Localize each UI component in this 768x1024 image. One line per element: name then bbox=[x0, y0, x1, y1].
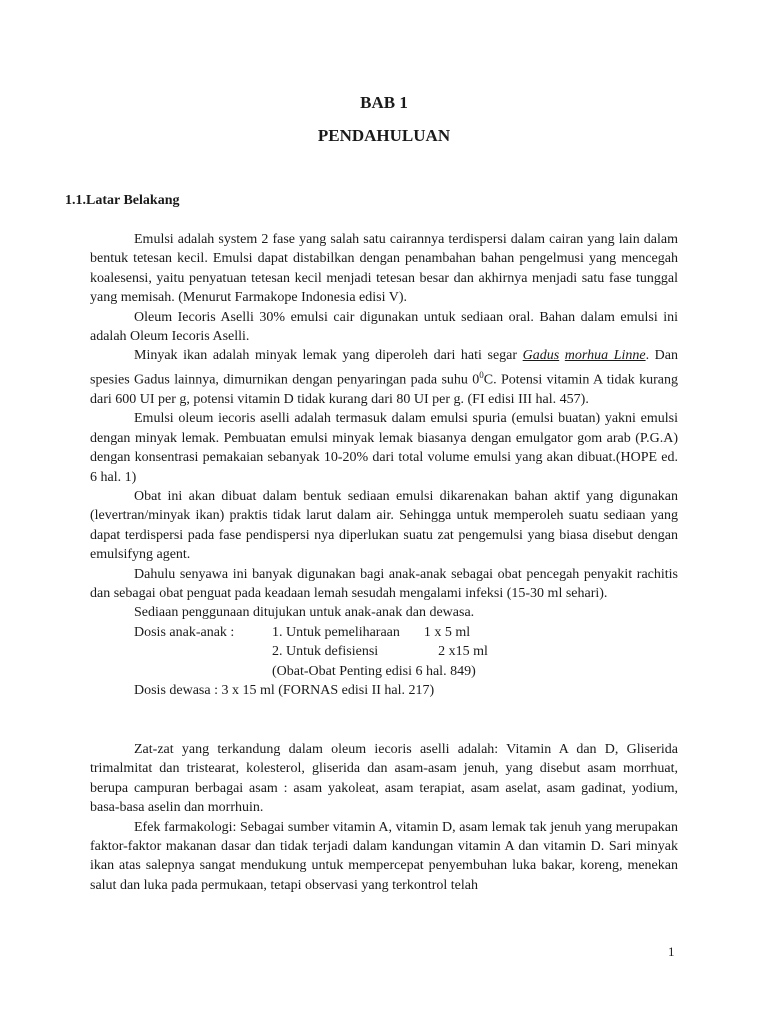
dose-child-line-1 bbox=[90, 623, 678, 642]
paragraph-oleum-description: Oleum Iecoris Aselli 30% emulsi cair digunakan untuk sediaan oral. Bahan dalam emulsi ini adalah Oleum Iecoris Aselli. bbox=[90, 309, 678, 345]
paragraph-dosage-form-reason: Obat ini akan dibuat dalam bentuk sediaan emulsi dikarenakan bahan aktif yang digunakan (levertran/minyak ikan) praktis tidak larut dalam air. Sehingga untuk memperoleh suatu sediaan yang dapat terdispersi pada fase pendispersi nya diperlukan suatu zat pengemulsi yang biasa disebut dengan emulsifyng agent. bbox=[90, 488, 678, 563]
paragraph-emulsion-type: Emulsi oleum iecoris aselli adalah termasuk dalam emulsi spuria (emulsi buatan) yakni emulsi dengan minyak lemak. Pembuatan emulsi minyak lemak biasanya dengan emulgator gom arab (P.G.A) dengan konsentrasi pemakaian sebanyak 10-20% dari total volume emulsi yang akan dibuat.(HOPE ed. 6 hal. 1) bbox=[90, 411, 678, 485]
paragraph-emulsion-definition: Emulsi adalah system 2 fase yang salah satu cairannya terdispersi dalam cairan yang lain dalam bentuk tetesan kecil. Emulsi dapat distabilkan dengan penambahan bahan pengelmusi yang mencegah koalesensi, yaitu penyatuan tetesan kecil menjadi tetesan besar dan akhirnya menjadi satu fase tunggal yang memisah. (Menurut Farmakope Indonesia edisi V). bbox=[90, 232, 678, 306]
morhua-linne-link[interactable]: morhua Linne bbox=[564, 348, 646, 364]
dose-child-amount-1: 1 x 5 ml bbox=[423, 624, 471, 640]
dose-child-amount-2: 2 x15 ml bbox=[438, 644, 488, 660]
fish-oil-text-end: C. Potensi vitamin A tidak kurang dari 600 UI per g, potensi vitamin D tidak kurang dari 80 UI per g. (FI edisi III hal. 457). bbox=[90, 372, 678, 407]
dose-child-line-2 bbox=[90, 642, 678, 661]
chapter-title: PENDAHULUAN bbox=[317, 126, 451, 145]
paragraph-target-users: Sediaan penggunaan ditujukan untuk anak-anak dan dewasa. bbox=[134, 605, 475, 621]
gadus-link[interactable]: Gadus bbox=[522, 348, 560, 364]
paragraph-contents: Zat-zat yang terkandung dalam oleum iecoris aselli adalah: Vitamin A dan D, Gliserida trimalmitat dan tristearat, kolesterol, gliserida dan asam-asam jenuh, yang disebut asam morrhuat, berupa campuran berbagai asam : asam yakoleat, asam terapiat, asam aselat, asam gadinat, yodium, basa-basa aselin dan morrhuin. bbox=[90, 742, 678, 816]
paragraph-fish-oil bbox=[90, 346, 678, 409]
dose-child-item-2: 2. Untuk defisiensi bbox=[272, 644, 379, 660]
page-number: 1 bbox=[668, 944, 675, 959]
degree-superscript: 0 bbox=[479, 369, 484, 380]
fish-oil-text-mid: . Dan spesies Gadus lainnya, dimurnikan dengan penyaringan pada suhu 0 bbox=[90, 348, 679, 388]
dose-child-label: Dosis anak-anak : bbox=[134, 624, 238, 640]
chapter-heading: BAB 1 bbox=[360, 93, 408, 112]
section-title: 1.1.Latar Belakang bbox=[65, 193, 180, 208]
body-text-lower bbox=[90, 740, 678, 895]
dose-adult-line: Dosis dewasa : 3 x 15 ml (FORNAS edisi II hal. 217) bbox=[134, 683, 435, 698]
dose-child-reference: (Obat-Obat Penting edisi 6 hal. 849) bbox=[272, 663, 476, 679]
dose-child-item-1: 1. Untuk pemeliharaan bbox=[272, 624, 400, 640]
paragraph-history: Dahulu senyawa ini banyak digunakan bagi anak-anak sebagai obat pencegah penyakit rachitis dan sebagai obat penguat pada keadaan lemah sesudah mengalami infeksi (15-30 ml sehari). bbox=[90, 566, 678, 601]
fish-oil-text-start: Minyak ikan adalah minyak lemak yang diperoleh dari hati segar bbox=[134, 348, 523, 364]
body-text-upper bbox=[90, 230, 678, 700]
paragraph-pharmacology: Efek farmakologi: Sebagai sumber vitamin A, vitamin D, asam lemak tak jenuh yang merupakan faktor-faktor makanan dasar dan tidak terjadi dalam kandungan vitamin A dan vitamin D. Sari minyak ikan atas salepnya sangat mendukung untuk mempercepat penyembuhan luka bakar, koreng, menekan salut dan luka pada permukaan, tetapi observasi yang terkontrol telah bbox=[90, 819, 678, 893]
